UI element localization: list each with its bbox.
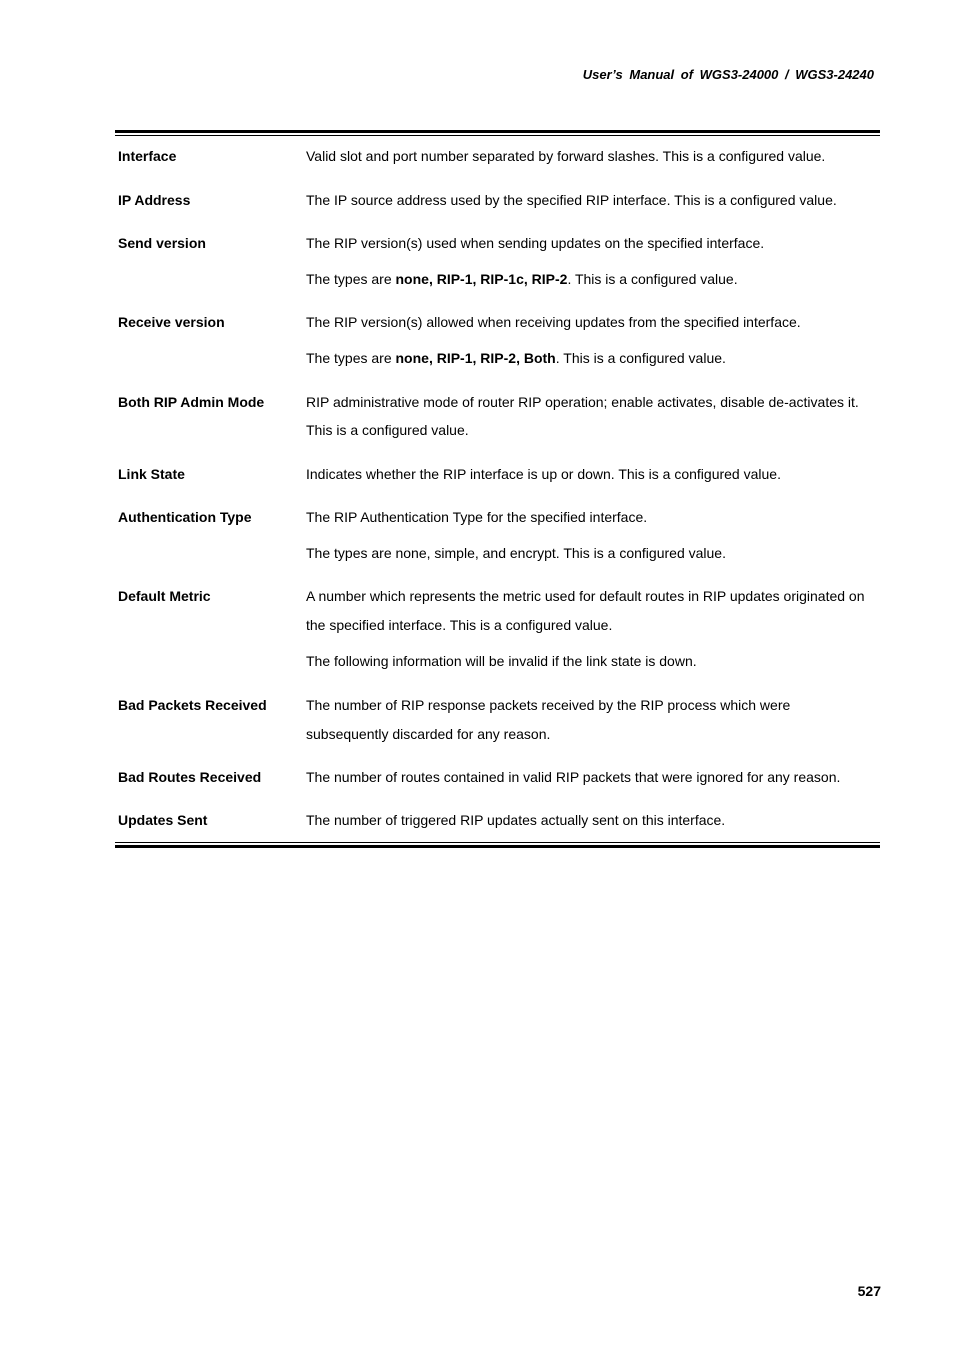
description-line: Valid slot and port number separated by forward slashes. This is a configured value. [306, 148, 826, 164]
rule-thin [115, 135, 880, 136]
description-line: The number of routes contained in valid RIP packets that were ignored for any reason. [306, 769, 841, 785]
term-interface: Interface [118, 148, 177, 164]
types-line [306, 348, 884, 368]
types-prefix: The types are [306, 350, 396, 366]
term-link-state: Link State [118, 466, 185, 482]
description [306, 810, 884, 830]
description-line: The number of RIP response packets received by the RIP process which were [306, 697, 791, 713]
term-authentication-type: Authentication Type [118, 509, 252, 525]
description [306, 146, 884, 166]
manual-header: User’s Manual of WGS3-24000 / WGS3-24240 [582, 67, 874, 82]
description-line: The following information will be invalid if the link state is down. [306, 653, 697, 669]
types-values: none, RIP-1, RIP-1c, RIP-2 [395, 271, 568, 287]
term-send-version: Send version [118, 235, 206, 251]
term-receive-version: Receive version [118, 314, 225, 330]
term-updates-sent: Updates Sent [118, 812, 208, 828]
term-both-rip-admin-mode: Both RIP Admin Mode [118, 394, 265, 410]
page-number: 527 [857, 1283, 881, 1299]
description-line: This is a configured value. [306, 422, 469, 438]
term-ip-address: IP Address [118, 192, 191, 208]
types-values: none, RIP-1, RIP-2, Both [395, 350, 556, 366]
description-line: A number which represents the metric used for default routes in RIP updates originated on [306, 588, 865, 604]
description-line: Indicates whether the RIP interface is up or down. This is a configured value. [306, 466, 781, 482]
types-suffix: . This is a configured value. [567, 271, 738, 287]
description [306, 312, 884, 368]
description-line: the specified interface. This is a configured value. [306, 617, 613, 633]
rule-thick [115, 130, 880, 133]
description [306, 507, 884, 563]
term-bad-packets-received: Bad Packets Received [118, 697, 267, 713]
description-line: The RIP Authentication Type for the specified interface. [306, 509, 648, 525]
description [306, 190, 884, 210]
description-line: RIP administrative mode of router RIP operation; enable activates, disable de-activates it. [306, 394, 859, 410]
description-line: The types are none, simple, and encrypt. This is a configured value. [306, 545, 726, 561]
description [306, 392, 884, 440]
term-default-metric: Default Metric [118, 588, 211, 604]
table-top-rule [115, 130, 880, 136]
description [306, 464, 884, 484]
description-line: subsequently discarded for any reason. [306, 726, 551, 742]
types-suffix: . This is a configured value. [555, 350, 726, 366]
description [306, 586, 884, 671]
table-bottom-rule [115, 842, 880, 848]
description-line: The IP source address used by the specified RIP interface. This is a configured value. [306, 192, 837, 208]
description [306, 767, 884, 787]
description-line: The RIP version(s) allowed when receiving updates from the specified interface. [306, 314, 801, 330]
rule-thin [115, 842, 880, 843]
rule-thick [115, 845, 880, 848]
description-line: The RIP version(s) used when sending updates on the specified interface. [306, 235, 765, 251]
term-bad-routes-received: Bad Routes Received [118, 769, 262, 785]
types-line [306, 269, 884, 289]
types-prefix: The types are [306, 271, 396, 287]
description [306, 695, 884, 744]
description-line: The number of triggered RIP updates actually sent on this interface. [306, 812, 726, 828]
description [306, 233, 884, 289]
